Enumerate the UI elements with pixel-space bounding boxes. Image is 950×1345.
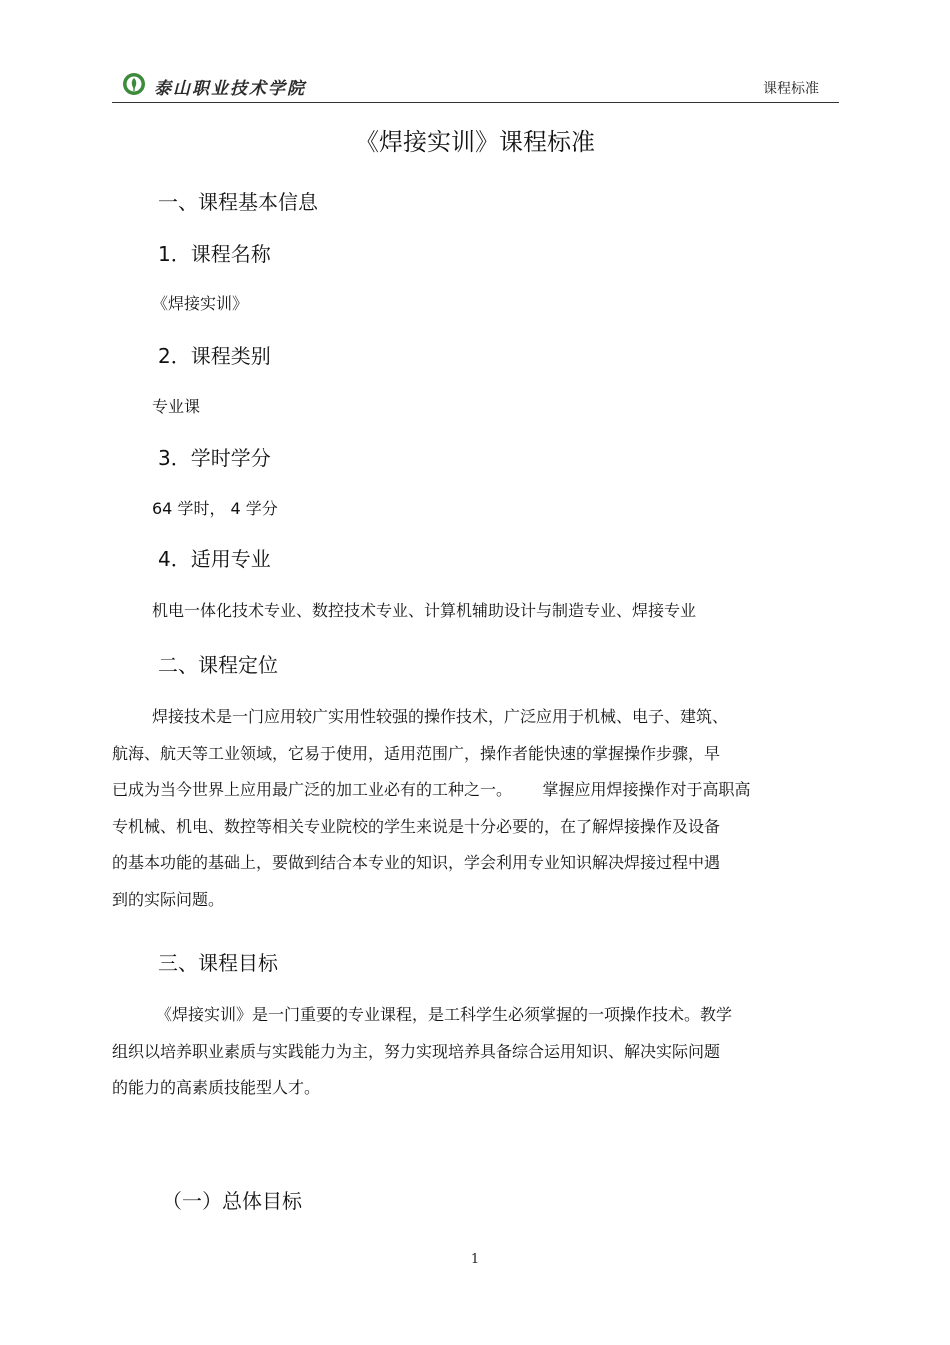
- applicable-majors-value: 机电一体化技术专业、数控技术专业、计算机辅助设计与制造专业、焊接专业: [152, 601, 697, 620]
- paragraph-line: 航海、航天等工业领域，它易于使用，适用范围广，操作者能快速的掌握操作步骤，早: [112, 743, 721, 763]
- school-name: 泰山职业技术学院: [154, 79, 306, 99]
- paragraph-line: 《焊接实训》是一门重要的专业课程，是工科学生必须掌握的一项操作技术。教学: [156, 1005, 733, 1024]
- course-name-heading: 1．课程名称: [158, 242, 271, 266]
- paragraph-line: 的基本功能的基础上，要做到结合本专业的知识，学会利用专业知识解决焊接过程中遇: [112, 853, 721, 872]
- course-positioning-paragraph: [112, 699, 827, 918]
- paragraph-line: 焊接技术是一门应用较广实用性较强的操作技术，广泛应用于机械、电子、建筑、: [152, 707, 729, 726]
- paragraph-line: 组织以培养职业素质与实践能力为主，努力实现培养具备综合运用知识、解决实际问题: [112, 1041, 721, 1061]
- section2-heading: 二、课程定位: [158, 653, 278, 677]
- page-header: [112, 68, 839, 103]
- header-doc-type: 课程标准: [763, 81, 819, 97]
- section3-heading: 三、课程目标: [158, 951, 278, 975]
- paragraph-line: 的能力的高素质技能型人才。: [112, 1078, 321, 1097]
- applicable-majors-heading: 4．适用专业: [158, 547, 271, 571]
- credit-hours-value: 64 学时， 4 学分: [152, 499, 278, 518]
- course-category-value: 专业课: [152, 397, 201, 416]
- page-number: 1: [470, 1252, 480, 1267]
- paragraph-line: 已成为当今世界上应用最广泛的加工业必有的工种之一。 掌握应用焊接操作对于高职高: [112, 780, 751, 799]
- course-name-value: 《焊接实训》: [152, 294, 249, 313]
- section1-heading: 一、课程基本信息: [158, 190, 318, 214]
- paragraph-line: 到的实际问题。: [112, 889, 225, 909]
- school-logo-icon: [122, 72, 146, 96]
- overall-objectives-subheading: （一）总体目标: [162, 1189, 302, 1213]
- credit-hours-heading: 3．学时学分: [158, 446, 271, 470]
- course-category-heading: 2．课程类别: [158, 344, 271, 368]
- course-objectives-paragraph: [112, 997, 827, 1107]
- paragraph-line: 专机械、机电、数控等相关专业院校的学生来说是十分必要的，在了解焊接操作及设备: [112, 816, 721, 836]
- document-title: 《焊接实训》课程标准: [355, 128, 595, 156]
